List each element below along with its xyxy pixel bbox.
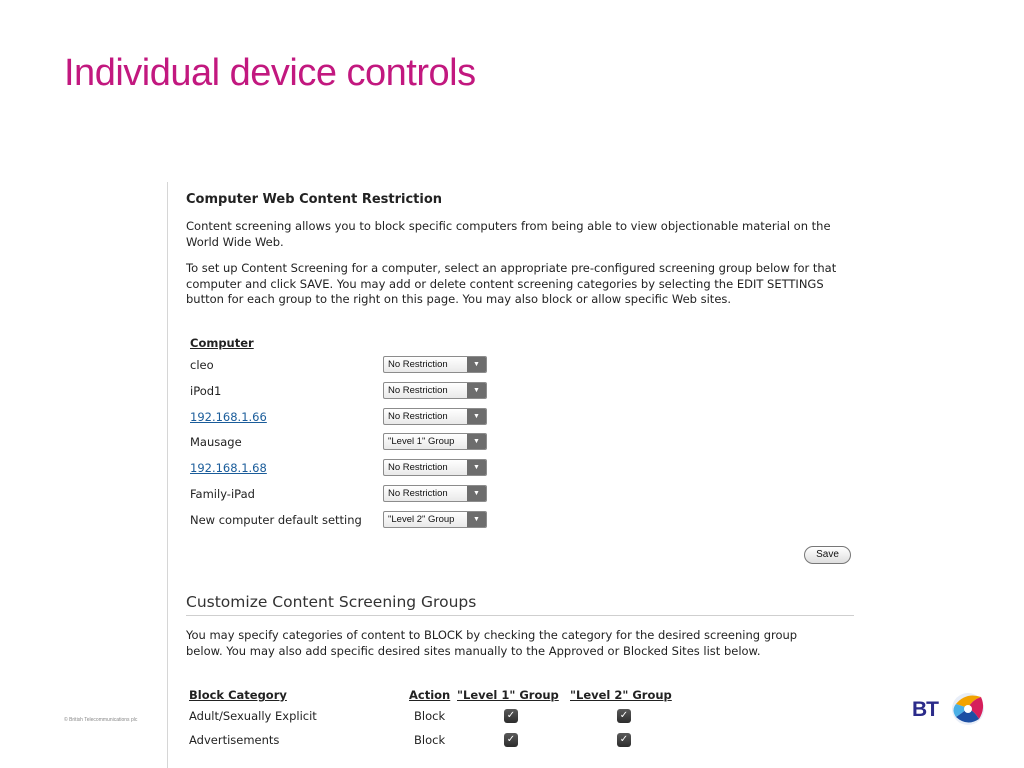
screening-group-select[interactable]	[383, 511, 487, 528]
level1-block-checkbox[interactable]	[504, 733, 518, 747]
selected-group: No Restriction	[388, 462, 448, 473]
chevron-down-icon: ▼	[467, 460, 486, 475]
block-category-name: Advertisements	[189, 733, 280, 747]
computer-name: Family-iPad	[190, 487, 255, 501]
selected-group: No Restriction	[388, 385, 448, 396]
copyright-notice: © British Telecommunications plc	[64, 717, 138, 723]
instructions-text: To set up Content Screening for a computer, select an appropriate pre-configured screening group below for that computer and click SAVE. You may add or delete content screening categories by selecting the EDIT SETTINGS button for each group to the right on this page. You may also block or allow specific Web sites.	[186, 261, 837, 306]
bt-piper-icon	[948, 688, 988, 728]
action-header: Action	[409, 688, 451, 702]
level2-group-header: "Level 2" Group	[570, 688, 672, 702]
block-category-name: Adult/Sexually Explicit	[189, 709, 317, 723]
checkmark-icon: ✓	[619, 734, 629, 745]
computer-name: cleo	[190, 358, 214, 372]
chevron-down-icon: ▼	[467, 409, 486, 424]
computer-column-header: Computer	[190, 336, 254, 350]
screening-groups-heading: Customize Content Screening Groups	[186, 593, 854, 616]
save-button[interactable]: Save	[804, 546, 851, 564]
selected-group: No Restriction	[388, 359, 448, 370]
block-action: Block	[414, 733, 446, 747]
screening-group-select[interactable]	[383, 382, 487, 399]
selected-group: No Restriction	[388, 411, 448, 422]
chevron-down-icon: ▼	[467, 434, 486, 449]
router-settings-panel	[167, 182, 857, 768]
computer-ip-link[interactable]: 192.168.1.68	[190, 461, 267, 475]
chevron-down-icon: ▼	[467, 486, 486, 501]
checkmark-icon: ✓	[506, 710, 516, 721]
computer-ip-link[interactable]: 192.168.1.66	[190, 410, 267, 424]
slide-title: Individual device controls	[64, 52, 476, 94]
level1-group-header: "Level 1" Group	[457, 688, 559, 702]
screening-group-select[interactable]	[383, 433, 487, 450]
checkmark-icon: ✓	[506, 734, 516, 745]
chevron-down-icon: ▼	[467, 383, 486, 398]
block-category-header: Block Category	[189, 688, 287, 702]
level1-block-checkbox[interactable]	[504, 709, 518, 723]
screening-group-select[interactable]	[383, 408, 487, 425]
screening-group-select[interactable]	[383, 459, 487, 476]
bt-logo-text: BT	[912, 698, 938, 721]
screening-group-select[interactable]	[383, 485, 487, 502]
checkmark-icon: ✓	[619, 710, 629, 721]
default-setting-label: New computer default setting	[190, 513, 362, 527]
screening-group-select[interactable]	[383, 356, 487, 373]
selected-group: "Level 2" Group	[388, 514, 455, 525]
intro-text: Content screening allows you to block specific computers from being able to view objectionable material on the World Wide Web.	[186, 219, 831, 249]
content-restriction-heading: Computer Web Content Restriction	[186, 192, 443, 207]
screening-groups-description: You may specify categories of content to BLOCK by checking the category for the desired screening group below. You may also add specific desired sites manually to the Approved or Blocked Sites list below.	[186, 628, 798, 658]
selected-group: "Level 1" Group	[388, 436, 455, 447]
level2-block-checkbox[interactable]	[617, 733, 631, 747]
level2-block-checkbox[interactable]	[617, 709, 631, 723]
chevron-down-icon: ▼	[467, 357, 486, 372]
computer-name: iPod1	[190, 384, 222, 398]
bt-logo	[912, 688, 992, 730]
chevron-down-icon: ▼	[467, 512, 486, 527]
computer-name: Mausage	[190, 435, 242, 449]
selected-group: No Restriction	[388, 488, 448, 499]
block-action: Block	[414, 709, 446, 723]
